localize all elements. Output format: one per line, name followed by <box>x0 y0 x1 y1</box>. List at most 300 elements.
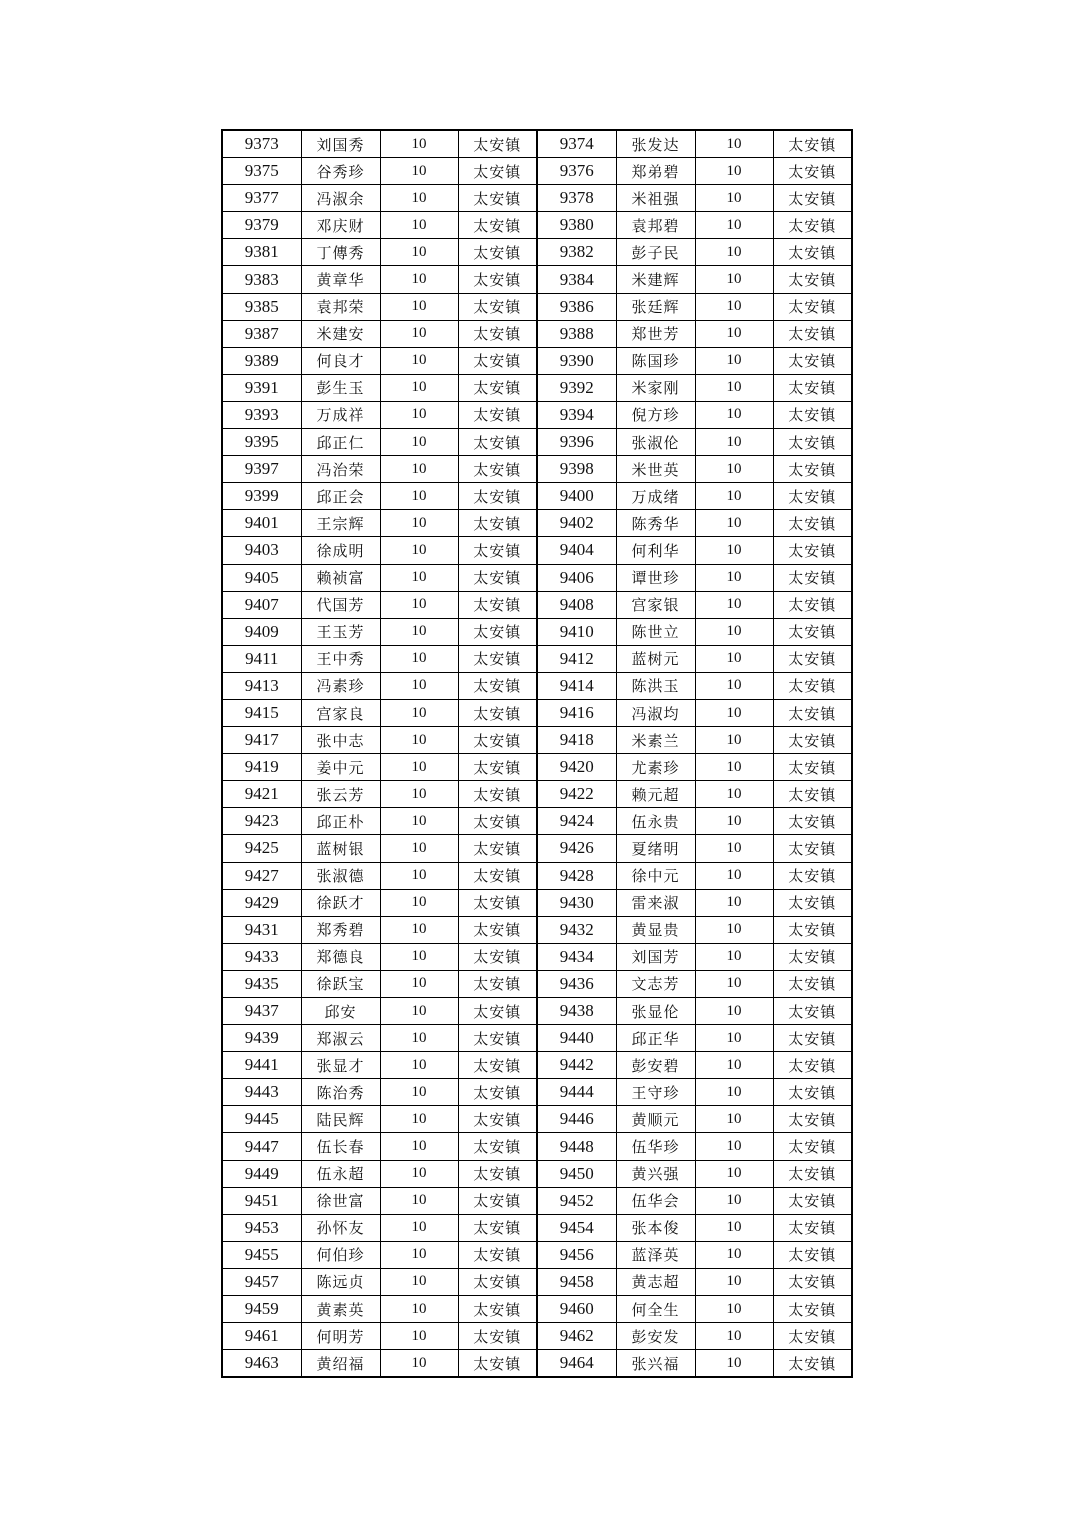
table-row <box>222 998 852 1025</box>
town-cell: 太安镇 <box>458 781 537 808</box>
table-row <box>222 537 852 564</box>
person-name-cell: 倪方珍 <box>616 401 695 428</box>
town-cell: 太安镇 <box>458 564 537 591</box>
person-name-cell: 冯淑余 <box>301 185 380 212</box>
table-row <box>222 239 852 266</box>
person-name-cell: 邱正华 <box>616 1025 695 1052</box>
amount-cell: 10 <box>380 1106 458 1133</box>
town-cell: 太安镇 <box>773 1052 852 1079</box>
amount-cell: 10 <box>695 618 773 645</box>
amount-cell: 10 <box>695 564 773 591</box>
person-name-cell: 冯治荣 <box>301 456 380 483</box>
amount-cell: 10 <box>380 591 458 618</box>
amount-cell: 10 <box>695 754 773 781</box>
record-number-cell: 9381 <box>222 239 301 266</box>
table-row <box>222 185 852 212</box>
record-number-cell: 9392 <box>537 374 616 401</box>
town-cell: 太安镇 <box>773 699 852 726</box>
town-cell: 太安镇 <box>458 970 537 997</box>
amount-cell: 10 <box>380 293 458 320</box>
town-cell: 太安镇 <box>773 1187 852 1214</box>
person-name-cell: 黄章华 <box>301 266 380 293</box>
town-cell: 太安镇 <box>773 185 852 212</box>
town-cell: 太安镇 <box>458 699 537 726</box>
record-number-cell: 9444 <box>537 1079 616 1106</box>
amount-cell: 10 <box>380 943 458 970</box>
record-number-cell: 9395 <box>222 429 301 456</box>
amount-cell: 10 <box>380 645 458 672</box>
person-name-cell: 黄兴强 <box>616 1160 695 1187</box>
table-row <box>222 1323 852 1350</box>
table-row <box>222 401 852 428</box>
record-number-cell: 9435 <box>222 970 301 997</box>
town-cell: 太安镇 <box>773 1268 852 1295</box>
table-row <box>222 266 852 293</box>
town-cell: 太安镇 <box>458 1296 537 1323</box>
town-cell: 太安镇 <box>773 266 852 293</box>
table-row <box>222 130 852 158</box>
record-number-cell: 9408 <box>537 591 616 618</box>
amount-cell: 10 <box>380 1296 458 1323</box>
person-name-cell: 米建安 <box>301 320 380 347</box>
town-cell: 太安镇 <box>773 1106 852 1133</box>
record-number-cell: 9420 <box>537 754 616 781</box>
town-cell: 太安镇 <box>773 835 852 862</box>
record-number-cell: 9461 <box>222 1323 301 1350</box>
amount-cell: 10 <box>695 1106 773 1133</box>
town-cell: 太安镇 <box>458 483 537 510</box>
town-cell: 太安镇 <box>773 1025 852 1052</box>
record-number-cell: 9464 <box>537 1350 616 1378</box>
town-cell: 太安镇 <box>773 862 852 889</box>
record-number-cell: 9403 <box>222 537 301 564</box>
amount-cell: 10 <box>380 1160 458 1187</box>
amount-cell: 10 <box>380 456 458 483</box>
record-number-cell: 9428 <box>537 862 616 889</box>
record-number-cell: 9441 <box>222 1052 301 1079</box>
table-row <box>222 835 852 862</box>
town-cell: 太安镇 <box>458 1187 537 1214</box>
town-cell: 太安镇 <box>773 158 852 185</box>
person-name-cell: 彭安碧 <box>616 1052 695 1079</box>
person-name-cell: 张兴福 <box>616 1350 695 1378</box>
person-name-cell: 刘国芳 <box>616 943 695 970</box>
table-row <box>222 943 852 970</box>
amount-cell: 10 <box>695 483 773 510</box>
record-number-cell: 9423 <box>222 808 301 835</box>
amount-cell: 10 <box>695 185 773 212</box>
amount-cell: 10 <box>380 347 458 374</box>
person-name-cell: 米素兰 <box>616 727 695 754</box>
town-cell: 太安镇 <box>773 564 852 591</box>
person-name-cell: 郑淑云 <box>301 1025 380 1052</box>
record-number-cell: 9422 <box>537 781 616 808</box>
person-name-cell: 王宗辉 <box>301 510 380 537</box>
town-cell: 太安镇 <box>773 1133 852 1160</box>
person-name-cell: 蓝泽英 <box>616 1241 695 1268</box>
amount-cell: 10 <box>380 916 458 943</box>
table-row <box>222 754 852 781</box>
amount-cell: 10 <box>380 239 458 266</box>
town-cell: 太安镇 <box>773 727 852 754</box>
amount-cell: 10 <box>380 727 458 754</box>
person-name-cell: 雷来淑 <box>616 889 695 916</box>
amount-cell: 10 <box>695 239 773 266</box>
table-row <box>222 293 852 320</box>
town-cell: 太安镇 <box>458 1241 537 1268</box>
record-number-cell: 9415 <box>222 699 301 726</box>
record-number-cell: 9404 <box>537 537 616 564</box>
town-cell: 太安镇 <box>458 266 537 293</box>
table-row <box>222 1296 852 1323</box>
person-name-cell: 孙怀友 <box>301 1214 380 1241</box>
record-number-cell: 9384 <box>537 266 616 293</box>
record-number-cell: 9394 <box>537 401 616 428</box>
amount-cell: 10 <box>695 1133 773 1160</box>
person-name-cell: 谷秀珍 <box>301 158 380 185</box>
person-name-cell: 代国芳 <box>301 591 380 618</box>
table-row <box>222 456 852 483</box>
record-number-cell: 9452 <box>537 1187 616 1214</box>
record-number-cell: 9376 <box>537 158 616 185</box>
table-row <box>222 1350 852 1378</box>
person-name-cell: 米家刚 <box>616 374 695 401</box>
record-number-cell: 9447 <box>222 1133 301 1160</box>
person-name-cell: 陆民辉 <box>301 1106 380 1133</box>
town-cell: 太安镇 <box>773 212 852 239</box>
person-name-cell: 米祖强 <box>616 185 695 212</box>
person-name-cell: 黄顺元 <box>616 1106 695 1133</box>
table-row <box>222 212 852 239</box>
amount-cell: 10 <box>380 1025 458 1052</box>
record-number-cell: 9375 <box>222 158 301 185</box>
town-cell: 太安镇 <box>773 916 852 943</box>
amount-cell: 10 <box>380 483 458 510</box>
amount-cell: 10 <box>695 1268 773 1295</box>
record-number-cell: 9425 <box>222 835 301 862</box>
person-name-cell: 伍华会 <box>616 1187 695 1214</box>
amount-cell: 10 <box>695 1187 773 1214</box>
record-number-cell: 9440 <box>537 1025 616 1052</box>
person-name-cell: 冯素珍 <box>301 672 380 699</box>
amount-cell: 10 <box>695 347 773 374</box>
town-cell: 太安镇 <box>458 158 537 185</box>
town-cell: 太安镇 <box>458 618 537 645</box>
record-number-cell: 9424 <box>537 808 616 835</box>
person-name-cell: 陈秀华 <box>616 510 695 537</box>
person-name-cell: 徐跃宝 <box>301 970 380 997</box>
person-name-cell: 邱正会 <box>301 483 380 510</box>
record-number-cell: 9383 <box>222 266 301 293</box>
amount-cell: 10 <box>380 185 458 212</box>
amount-cell: 10 <box>695 456 773 483</box>
amount-cell: 10 <box>380 510 458 537</box>
amount-cell: 10 <box>695 862 773 889</box>
person-name-cell: 张云芳 <box>301 781 380 808</box>
town-cell: 太安镇 <box>458 645 537 672</box>
amount-cell: 10 <box>380 1268 458 1295</box>
amount-cell: 10 <box>695 645 773 672</box>
table-row <box>222 672 852 699</box>
record-number-cell: 9446 <box>537 1106 616 1133</box>
person-name-cell: 文志芳 <box>616 970 695 997</box>
amount-cell: 10 <box>380 1350 458 1378</box>
record-number-cell: 9434 <box>537 943 616 970</box>
record-number-cell: 9377 <box>222 185 301 212</box>
amount-cell: 10 <box>380 970 458 997</box>
record-number-cell: 9431 <box>222 916 301 943</box>
town-cell: 太安镇 <box>458 1160 537 1187</box>
table-row <box>222 1241 852 1268</box>
record-number-cell: 9442 <box>537 1052 616 1079</box>
table-row <box>222 618 852 645</box>
record-number-cell: 9427 <box>222 862 301 889</box>
person-name-cell: 蓝树元 <box>616 645 695 672</box>
person-name-cell: 徐成明 <box>301 537 380 564</box>
amount-cell: 10 <box>695 1160 773 1187</box>
town-cell: 太安镇 <box>773 781 852 808</box>
town-cell: 太安镇 <box>458 510 537 537</box>
amount-cell: 10 <box>380 401 458 428</box>
amount-cell: 10 <box>695 916 773 943</box>
record-number-cell: 9410 <box>537 618 616 645</box>
record-number-cell: 9385 <box>222 293 301 320</box>
town-cell: 太安镇 <box>458 1350 537 1378</box>
table-row <box>222 591 852 618</box>
amount-cell: 10 <box>695 320 773 347</box>
person-name-cell: 何伯珍 <box>301 1241 380 1268</box>
town-cell: 太安镇 <box>773 591 852 618</box>
amount-cell: 10 <box>695 158 773 185</box>
table-row <box>222 564 852 591</box>
person-name-cell: 黄绍福 <box>301 1350 380 1378</box>
person-name-cell: 伍永超 <box>301 1160 380 1187</box>
town-cell: 太安镇 <box>773 1296 852 1323</box>
amount-cell: 10 <box>695 591 773 618</box>
table-row <box>222 727 852 754</box>
person-name-cell: 何全生 <box>616 1296 695 1323</box>
record-number-cell: 9451 <box>222 1187 301 1214</box>
town-cell: 太安镇 <box>458 672 537 699</box>
record-number-cell: 9429 <box>222 889 301 916</box>
record-number-cell: 9407 <box>222 591 301 618</box>
amount-cell: 10 <box>695 727 773 754</box>
amount-cell: 10 <box>695 808 773 835</box>
town-cell: 太安镇 <box>773 618 852 645</box>
table-row <box>222 1133 852 1160</box>
person-name-cell: 宫家良 <box>301 699 380 726</box>
person-name-cell: 米世英 <box>616 456 695 483</box>
record-number-cell: 9437 <box>222 998 301 1025</box>
town-cell: 太安镇 <box>773 293 852 320</box>
amount-cell: 10 <box>695 212 773 239</box>
amount-cell: 10 <box>695 699 773 726</box>
amount-cell: 10 <box>695 429 773 456</box>
record-number-cell: 9418 <box>537 727 616 754</box>
person-name-cell: 彭子民 <box>616 239 695 266</box>
town-cell: 太安镇 <box>458 1052 537 1079</box>
person-name-cell: 邓庆财 <box>301 212 380 239</box>
person-name-cell: 郑世芳 <box>616 320 695 347</box>
amount-cell: 10 <box>380 1214 458 1241</box>
table-row <box>222 699 852 726</box>
person-name-cell: 郑弟碧 <box>616 158 695 185</box>
amount-cell: 10 <box>695 130 773 158</box>
record-number-cell: 9378 <box>537 185 616 212</box>
table-row <box>222 158 852 185</box>
roster-table-body <box>222 130 852 1377</box>
town-cell: 太安镇 <box>458 401 537 428</box>
amount-cell: 10 <box>695 889 773 916</box>
record-number-cell: 9453 <box>222 1214 301 1241</box>
town-cell: 太安镇 <box>773 374 852 401</box>
town-cell: 太安镇 <box>458 1323 537 1350</box>
record-number-cell: 9380 <box>537 212 616 239</box>
town-cell: 太安镇 <box>458 862 537 889</box>
person-name-cell: 何明芳 <box>301 1323 380 1350</box>
person-name-cell: 伍永贵 <box>616 808 695 835</box>
town-cell: 太安镇 <box>773 970 852 997</box>
amount-cell: 10 <box>695 374 773 401</box>
town-cell: 太安镇 <box>458 456 537 483</box>
record-number-cell: 9416 <box>537 699 616 726</box>
record-number-cell: 9426 <box>537 835 616 862</box>
amount-cell: 10 <box>380 320 458 347</box>
town-cell: 太安镇 <box>773 645 852 672</box>
record-number-cell: 9390 <box>537 347 616 374</box>
table-row <box>222 347 852 374</box>
person-name-cell: 袁邦碧 <box>616 212 695 239</box>
table-row <box>222 510 852 537</box>
person-name-cell: 徐跃才 <box>301 889 380 916</box>
record-number-cell: 9374 <box>537 130 616 158</box>
record-number-cell: 9460 <box>537 1296 616 1323</box>
record-number-cell: 9436 <box>537 970 616 997</box>
record-number-cell: 9409 <box>222 618 301 645</box>
town-cell: 太安镇 <box>458 727 537 754</box>
record-number-cell: 9396 <box>537 429 616 456</box>
person-name-cell: 尤素珍 <box>616 754 695 781</box>
record-number-cell: 9411 <box>222 645 301 672</box>
record-number-cell: 9430 <box>537 889 616 916</box>
table-row <box>222 916 852 943</box>
town-cell: 太安镇 <box>458 374 537 401</box>
table-row <box>222 1187 852 1214</box>
town-cell: 太安镇 <box>458 998 537 1025</box>
person-name-cell: 蓝树银 <box>301 835 380 862</box>
person-name-cell: 袁邦荣 <box>301 293 380 320</box>
amount-cell: 10 <box>380 1187 458 1214</box>
table-row <box>222 374 852 401</box>
person-name-cell: 徐世富 <box>301 1187 380 1214</box>
table-row <box>222 429 852 456</box>
town-cell: 太安镇 <box>773 754 852 781</box>
amount-cell: 10 <box>695 1350 773 1378</box>
person-name-cell: 邱正仁 <box>301 429 380 456</box>
person-name-cell: 万成祥 <box>301 401 380 428</box>
record-number-cell: 9456 <box>537 1241 616 1268</box>
amount-cell: 10 <box>380 699 458 726</box>
amount-cell: 10 <box>695 835 773 862</box>
person-name-cell: 冯淑均 <box>616 699 695 726</box>
table-row <box>222 1079 852 1106</box>
amount-cell: 10 <box>695 537 773 564</box>
person-name-cell: 宫家银 <box>616 591 695 618</box>
record-number-cell: 9387 <box>222 320 301 347</box>
town-cell: 太安镇 <box>458 1106 537 1133</box>
amount-cell: 10 <box>380 1052 458 1079</box>
table-row <box>222 862 852 889</box>
amount-cell: 10 <box>380 564 458 591</box>
person-name-cell: 刘国秀 <box>301 130 380 158</box>
amount-cell: 10 <box>380 1323 458 1350</box>
person-name-cell: 陈世立 <box>616 618 695 645</box>
town-cell: 太安镇 <box>458 591 537 618</box>
person-name-cell: 邱安 <box>301 998 380 1025</box>
town-cell: 太安镇 <box>773 483 852 510</box>
table-row <box>222 1268 852 1295</box>
record-number-cell: 9406 <box>537 564 616 591</box>
amount-cell: 10 <box>695 998 773 1025</box>
amount-cell: 10 <box>380 889 458 916</box>
record-number-cell: 9432 <box>537 916 616 943</box>
amount-cell: 10 <box>695 401 773 428</box>
record-number-cell: 9386 <box>537 293 616 320</box>
town-cell: 太安镇 <box>458 1214 537 1241</box>
amount-cell: 10 <box>695 1214 773 1241</box>
record-number-cell: 9414 <box>537 672 616 699</box>
record-number-cell: 9401 <box>222 510 301 537</box>
amount-cell: 10 <box>695 672 773 699</box>
town-cell: 太安镇 <box>773 320 852 347</box>
person-name-cell: 王中秀 <box>301 645 380 672</box>
table-row <box>222 970 852 997</box>
town-cell: 太安镇 <box>458 916 537 943</box>
person-name-cell: 王守珍 <box>616 1079 695 1106</box>
town-cell: 太安镇 <box>458 239 537 266</box>
town-cell: 太安镇 <box>773 889 852 916</box>
town-cell: 太安镇 <box>458 889 537 916</box>
town-cell: 太安镇 <box>773 1241 852 1268</box>
record-number-cell: 9389 <box>222 347 301 374</box>
town-cell: 太安镇 <box>458 320 537 347</box>
record-number-cell: 9463 <box>222 1350 301 1378</box>
person-name-cell: 赖祯富 <box>301 564 380 591</box>
town-cell: 太安镇 <box>458 185 537 212</box>
amount-cell: 10 <box>695 1241 773 1268</box>
amount-cell: 10 <box>380 537 458 564</box>
town-cell: 太安镇 <box>458 537 537 564</box>
town-cell: 太安镇 <box>458 1133 537 1160</box>
person-name-cell: 陈洪玉 <box>616 672 695 699</box>
town-cell: 太安镇 <box>773 1214 852 1241</box>
person-name-cell: 夏绪明 <box>616 835 695 862</box>
record-number-cell: 9402 <box>537 510 616 537</box>
person-name-cell: 邱正朴 <box>301 808 380 835</box>
person-name-cell: 徐中元 <box>616 862 695 889</box>
amount-cell: 10 <box>380 130 458 158</box>
record-number-cell: 9458 <box>537 1268 616 1295</box>
person-name-cell: 彭安发 <box>616 1323 695 1350</box>
town-cell: 太安镇 <box>773 1350 852 1378</box>
person-name-cell: 张廷辉 <box>616 293 695 320</box>
person-name-cell: 张发达 <box>616 130 695 158</box>
record-number-cell: 9457 <box>222 1268 301 1295</box>
person-name-cell: 黄显贵 <box>616 916 695 943</box>
record-number-cell: 9439 <box>222 1025 301 1052</box>
record-number-cell: 9397 <box>222 456 301 483</box>
amount-cell: 10 <box>695 266 773 293</box>
